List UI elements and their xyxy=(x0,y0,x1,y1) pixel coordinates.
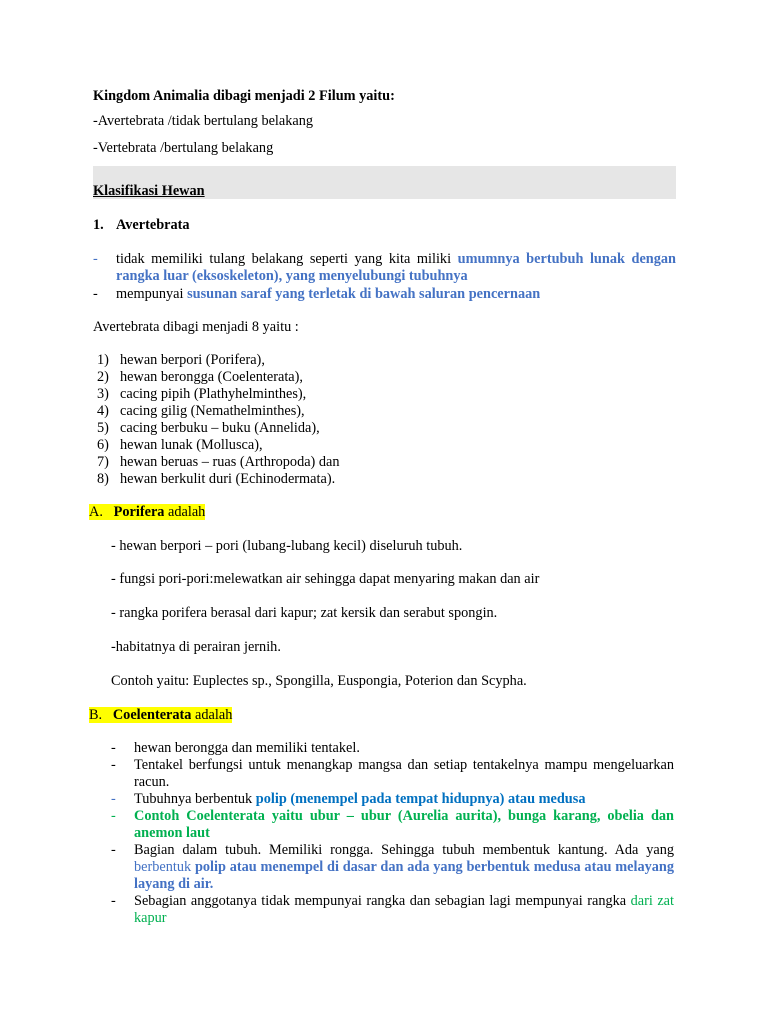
intro-line-avertebrata: -Avertebrata /tidak bertulang belakang xyxy=(93,113,314,129)
porifera-item: - rangka porifera berasal dari kapur; zat kersik dan serabut spongin. xyxy=(111,605,498,621)
list-item-number: 1) xyxy=(97,352,109,368)
coelenterata-name: Coelenterata xyxy=(112,707,192,723)
bullet-dash: - xyxy=(93,286,98,302)
porifera-item: - fungsi pori-pori:melewatkan air sehingga dapat menyaring makan dan air xyxy=(111,571,540,587)
porifera-name: Porifera xyxy=(113,504,165,520)
list-item: cacing pipih (Plathyhelminthes), xyxy=(120,386,307,402)
section1-number: 1. xyxy=(93,217,104,233)
section1-bullet1: tidak memiliki tulang belakang seperti yang kita miliki umumnya bertubuh lunak dengan rangka luar (eksoskeleton), yang menyelubungi tubuhnya xyxy=(116,251,677,284)
list-item-number: 3) xyxy=(97,386,109,402)
bullet-dash: - xyxy=(93,251,98,267)
porifera-item: -habitatnya di perairan jernih. xyxy=(111,639,281,655)
bullet-dash: - xyxy=(111,842,116,858)
list-item: cacing gilig (Nemathelminthes), xyxy=(120,403,305,419)
porifera-heading: A. Porifera adalah xyxy=(89,504,206,520)
list-item: hewan berkulit duri (Echinodermata). xyxy=(120,471,336,487)
list-item-number: 5) xyxy=(97,420,109,436)
intro-title: Kingdom Animalia dibagi menjadi 2 Filum yaitu: xyxy=(93,88,395,104)
coelenterata-bullet4: Contoh Coelenterata yaitu ubur – ubur (Aurelia aurita), bunga karang, obelia dan anemon laut xyxy=(134,808,674,841)
klasifikasi-heading: Klasifikasi Hewan xyxy=(93,183,205,199)
coelenterata-bullet3: Tubuhnya berbentuk polip (menempel pada tempat hidupnya) atau medusa xyxy=(134,791,586,807)
list-item-number: 6) xyxy=(97,437,109,453)
bullet-dash: - xyxy=(111,808,116,824)
list-item: hewan berpori (Porifera), xyxy=(120,352,265,368)
list-item-number: 4) xyxy=(97,403,109,419)
coelenterata-heading: B. Coelenterata adalah xyxy=(89,707,233,723)
bullet-dash: - xyxy=(111,740,116,756)
bullet-dash: - xyxy=(111,791,116,807)
coelenterata-bullet5: Bagian dalam tubuh. Memiliki rongga. Sehingga tubuh membentuk kantung. Ada yang berbentuk polip atau menempel di dasar dan ada yang berbentuk medusa atau melayang layang di air. xyxy=(134,842,674,892)
coelenterata-bullet1: hewan berongga dan memiliki tentakel. xyxy=(134,740,360,756)
bullet-dash: - xyxy=(111,893,116,909)
porifera-example: Contoh yaitu: Euplectes sp., Spongilla, Euspongia, Poterion dan Scypha. xyxy=(111,673,527,689)
list-item: cacing berbuku – buku (Annelida), xyxy=(120,420,320,436)
section1-bullet2: mempunyai susunan saraf yang terletak di bawah saluran pencernaan xyxy=(116,286,541,302)
intro-line-vertebrata: -Vertebrata /bertulang belakang xyxy=(93,140,274,156)
bullet-dash: - xyxy=(111,757,116,773)
coelenterata-bullet6: Sebagian anggotanya tidak mempunyai rangka dan sebagian lagi mempunyai rangka dari zat kapur xyxy=(134,893,674,926)
list-item: hewan beruas – ruas (Arthropoda) dan xyxy=(120,454,340,470)
list-item-number: 8) xyxy=(97,471,109,487)
list-item: hewan berongga (Coelenterata), xyxy=(120,369,303,385)
coelenterata-letter: B. xyxy=(89,707,103,723)
list-item: hewan lunak (Mollusca), xyxy=(120,437,263,453)
division-intro: Avertebrata dibagi menjadi 8 yaitu : xyxy=(93,319,299,335)
coelenterata-bullet2: Tentakel berfungsi untuk menangkap mangsa dan setiap tentakelnya mampu mengeluarkan racun. xyxy=(134,757,674,790)
section1-title: Avertebrata xyxy=(116,217,190,233)
list-item-number: 2) xyxy=(97,369,109,385)
porifera-item: - hewan berpori – pori (lubang-lubang kecil) diseluruh tubuh. xyxy=(111,538,463,554)
list-item-number: 7) xyxy=(97,454,109,470)
porifera-letter: A. xyxy=(89,504,103,520)
